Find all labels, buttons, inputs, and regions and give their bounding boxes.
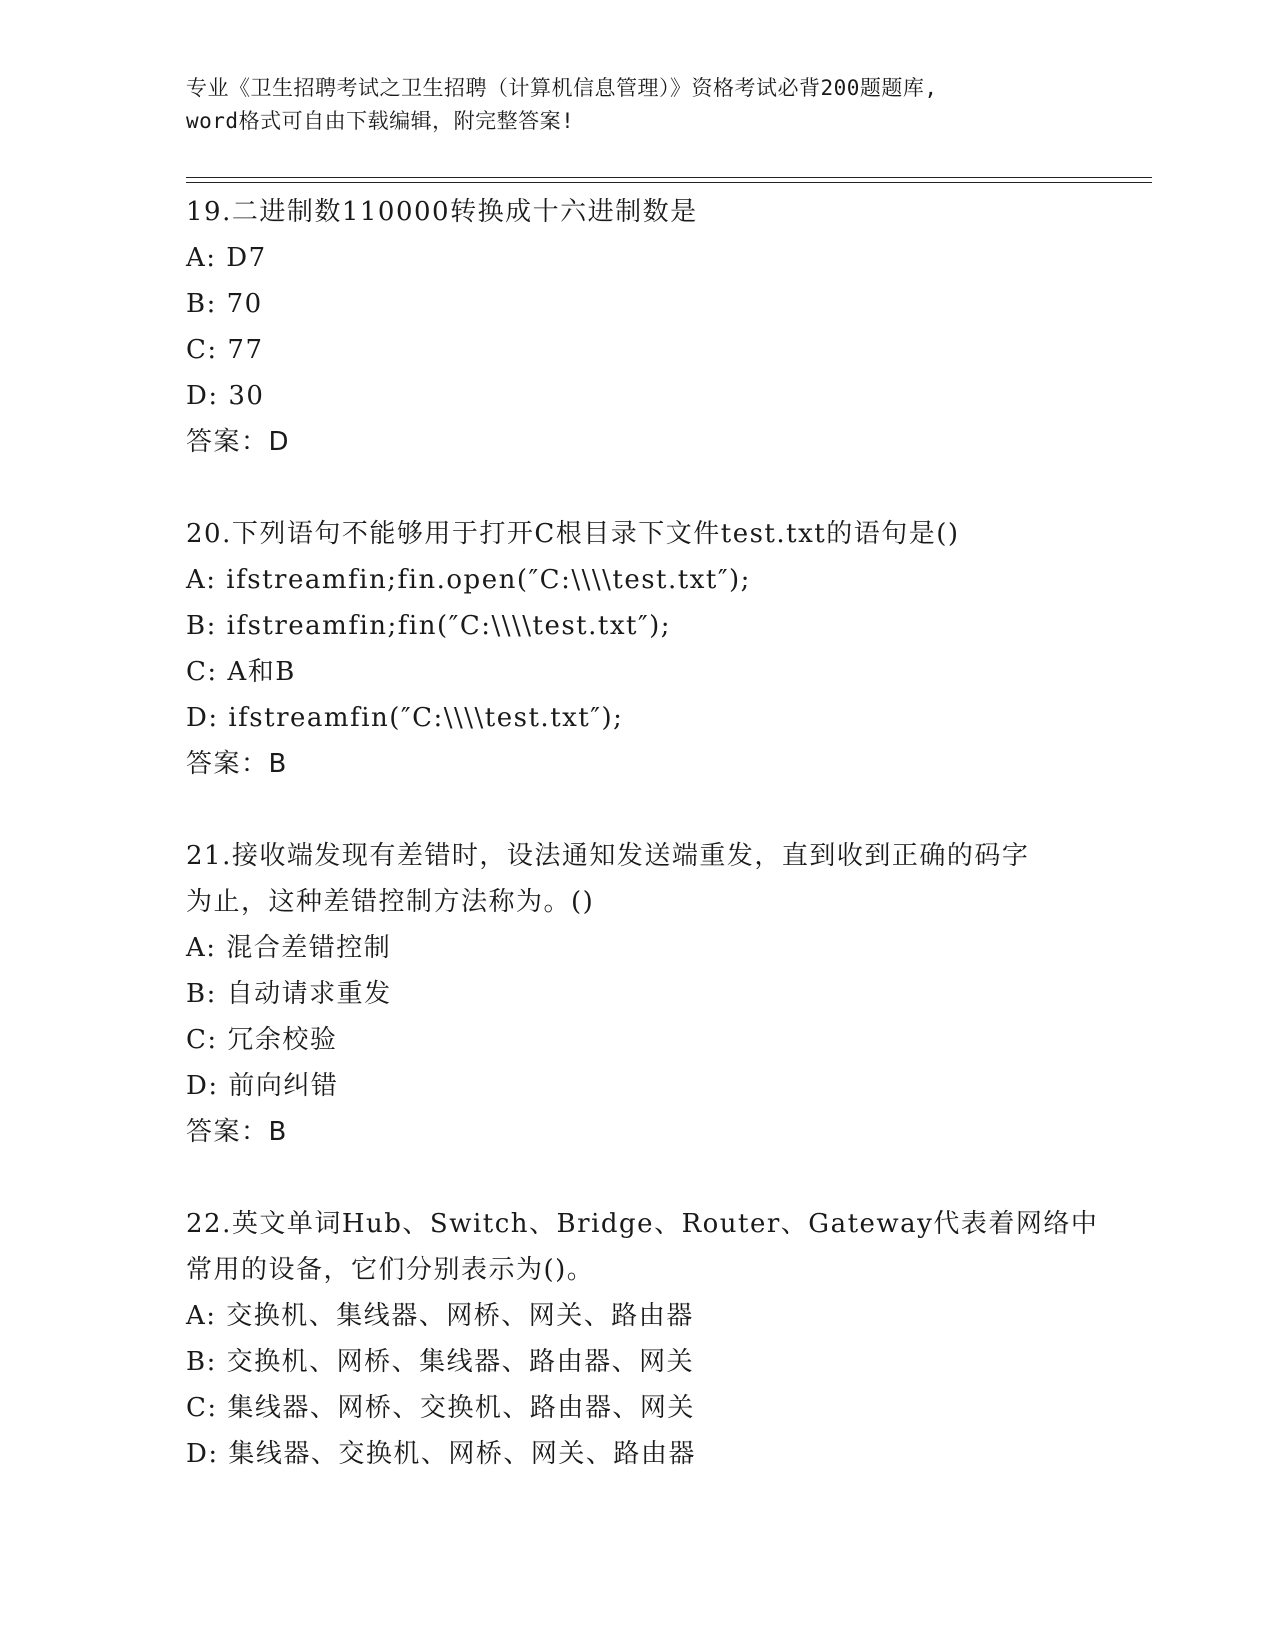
answer-label: 答案：B [186, 749, 288, 779]
question-21 [186, 833, 1086, 1155]
option-c: C: 冗余校验 [186, 1025, 338, 1055]
question-stem-continued: 为止，这种差错控制方法称为。() [186, 887, 595, 917]
document-header [186, 72, 1086, 138]
option-b: B: 自动请求重发 [186, 979, 392, 1009]
option-a: A: ifstreamfin;fin.open(″C:\\\\test.txt″); [186, 565, 751, 595]
option-d: D: 集线器、交换机、网桥、网关、路由器 [186, 1439, 696, 1469]
answer-label: 答案：D [186, 427, 291, 457]
question-stem: 19.二进制数110000转换成十六进制数是 [186, 197, 698, 227]
question-spacer [186, 787, 1086, 833]
header-rule-top [186, 177, 1152, 178]
option-c: C: 集线器、网桥、交换机、路由器、网关 [186, 1393, 695, 1423]
header-rule-bottom [186, 182, 1152, 183]
question-stem: 22.英文单词Hub、Switch、Bridge、Router、Gateway代表着网络中 [186, 1209, 1099, 1239]
option-a: A: 混合差错控制 [186, 933, 392, 963]
question-list [186, 189, 1099, 1477]
option-d: D: 30 [186, 381, 265, 411]
option-b: B: 交换机、网桥、集线器、路由器、网关 [186, 1347, 695, 1377]
option-b: B: 70 [186, 289, 263, 319]
option-a: A: D7 [186, 243, 267, 273]
question-spacer [186, 465, 1086, 511]
option-a: A: 交换机、集线器、网桥、网关、路由器 [186, 1301, 694, 1331]
question-stem: 21.接收端发现有差错时，设法通知发送端重发，直到收到正确的码字 [186, 841, 1030, 871]
question-19 [186, 189, 1086, 465]
option-c: C: 77 [186, 335, 264, 365]
header-line-2: word格式可自由下载编辑，附完整答案! [186, 109, 575, 133]
question-22 [186, 1201, 1099, 1477]
option-c: C: A和B [186, 657, 296, 687]
question-stem: 20.下列语句不能够用于打开C根目录下文件test.txt的语句是() [186, 519, 960, 549]
question-stem-continued: 常用的设备，它们分别表示为()。 [186, 1255, 595, 1285]
header-line-1: 专业《卫生招聘考试之卫生招聘（计算机信息管理）》资格考试必背200题题库, [186, 76, 938, 100]
answer-label: 答案：B [186, 1117, 288, 1147]
option-d: D: ifstreamfin(″C:\\\\test.txt″); [186, 703, 624, 733]
question-20 [186, 511, 1086, 787]
option-b: B: ifstreamfin;fin(″C:\\\\test.txt″); [186, 611, 672, 641]
question-spacer [186, 1155, 1086, 1201]
option-d: D: 前向纠错 [186, 1071, 339, 1101]
